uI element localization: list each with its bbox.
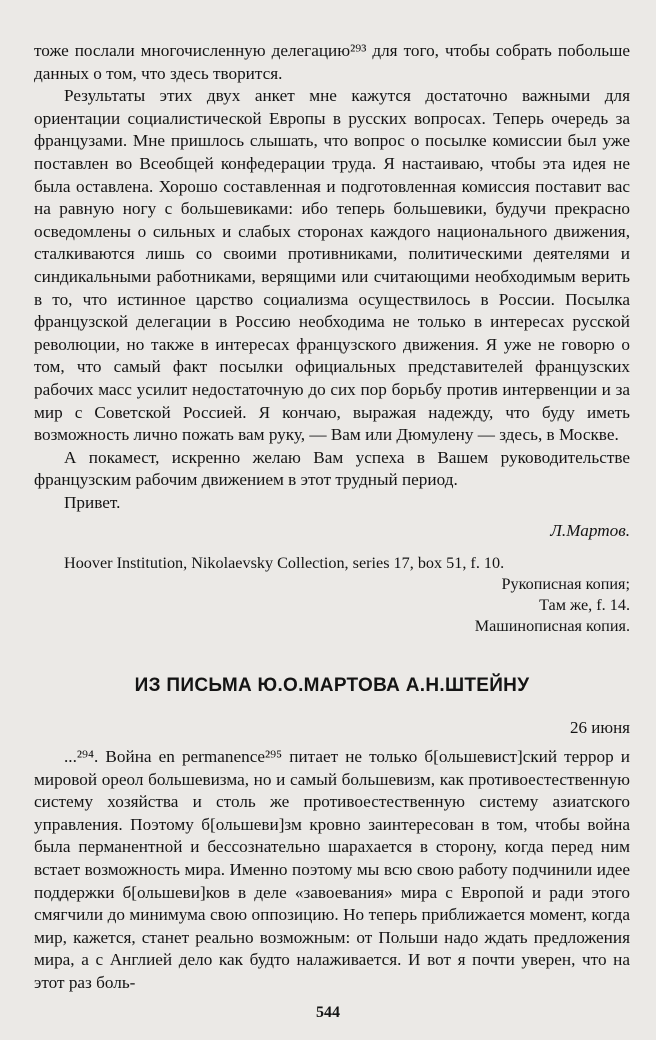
signature: Л.Мартов. bbox=[550, 521, 630, 541]
source-note-2: Там же, f. 14. bbox=[539, 596, 630, 615]
letter-2-body bbox=[34, 746, 630, 995]
paragraph-closing: А покамест, искренно желаю Вам успеха в Вашем руководительстве французским рабочим движением в этот трудный период. bbox=[34, 447, 630, 490]
paragraph-main: Результаты этих двух анкет мне кажутся достаточно важными для ориентации социалистической Европы в русских вопросах. Теперь очередь за французами. Мне пришлось слышать, что вопрос о посылке комиссии был уже поставлен во Всеобщей конфедерации труда. Я настаиваю, чтобы эта идея не была оставлена. Хорошо составленная и подготовленная комиссия поставит вас на равную ногу с большевиками: ибо теперь большевики, будучи прекрасно осведомлены о сильных и слабых сторонах каждого национального движения, сталкиваются лишь со своими противниками, политическими деятелями и синдикальными работниками, верящими или считающими необходимым верить в то, что истинное царство социализма осуществилось в России. Посылка французской делегации в Россию необходима не только в интересах русской революции, но также в интересах французского движения. Я уже не говорю о том, что самый факт посылки официальных представителей французских рабочих масс усилит недостаточную до сих пор борьбу против интервенции и за мир с Советской Россией. Я кончаю, выражая надежду, что буду иметь возможность лично пожать вам руку, — Вам или Дюмулену — здесь, в Москве. bbox=[34, 86, 630, 445]
greeting: Привет. bbox=[64, 492, 121, 512]
paragraph-letter-2: ...²⁹⁴. Война en permanence²⁹⁵ питает не только б[ольшевист]ский террор и мировой ореол большевизма, но и самый большевизм, как противоестественную систему хозяйства и столь же противоестественную систему азиатского управления. Поэтому б[ольшеви]зм кровно заинтересован в том, чтобы война была перманентной и бессознательно шарахается в сторону, когда перед ним встает возможность мира. Именно поэтому мы всю свою работу подчинили идее поддержки б[ольшеви]ков в деле «завоевания» мира с Европой и ради этого смягчили до минимума свою оппозицию. Но теперь приближается момент, когда мир, кажется, станет реально возможным: от Польши надо ждать предложения мира, а с Англией дело как будто налаживается. И вот я почти уверен, что на этот раз боль- bbox=[34, 747, 630, 992]
letter-date: 26 июня bbox=[570, 718, 630, 737]
section-heading: ИЗ ПИСЬМА Ю.О.МАРТОВА А.Н.ШТЕЙНУ bbox=[134, 675, 530, 696]
page-number: 544 bbox=[316, 1004, 340, 1021]
source-note-1: Рукописная копия; bbox=[501, 575, 630, 594]
source-note-3: Машинописная копия. bbox=[474, 617, 630, 636]
paragraph-continued: тоже послали многочисленную делегацию²⁹³ для того, чтобы собрать побольше данных о том, что здесь творится. bbox=[34, 41, 630, 83]
archive-source: Hoover Institution, Nikolaevsky Collection, series 17, box 51, f. 10. bbox=[64, 554, 505, 573]
letter-1-body bbox=[34, 40, 630, 637]
